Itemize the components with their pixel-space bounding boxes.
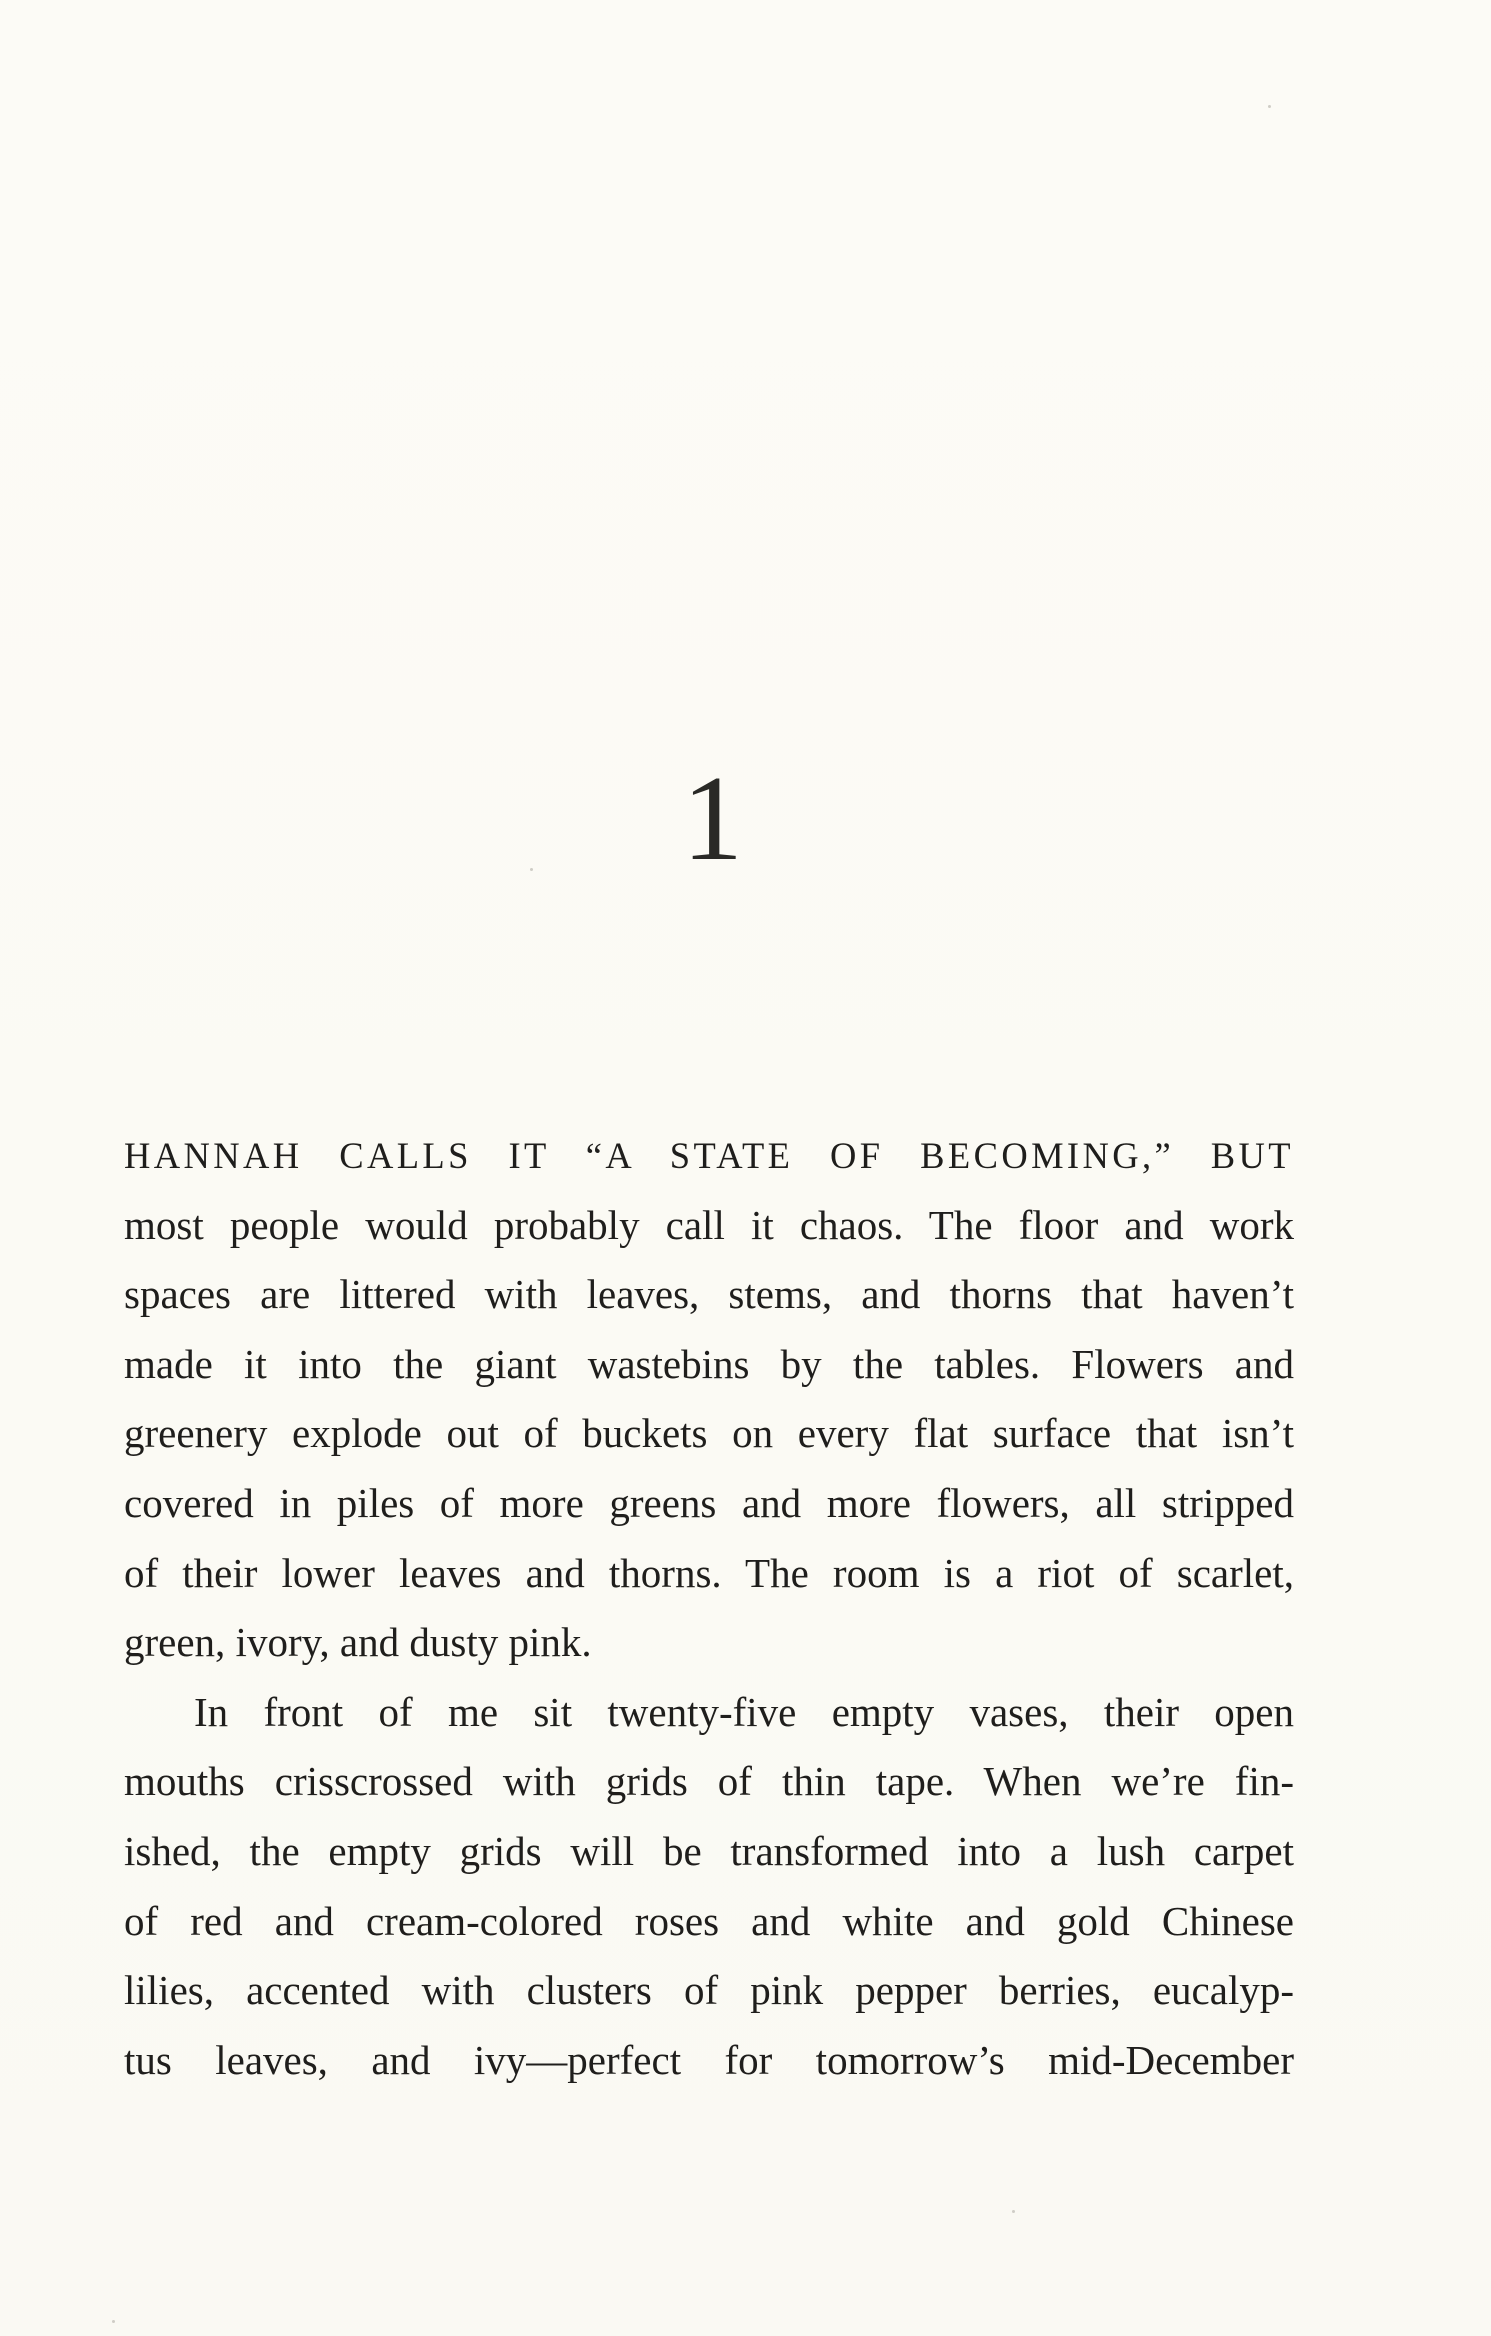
text-line: In front of me sit twenty-five empty vases, their open — [194, 1688, 1294, 1735]
text-line: greenery explode out of buckets on every flat surface that isn’t — [124, 1410, 1294, 1457]
paper-speck — [1268, 105, 1271, 108]
chapter-body — [124, 1120, 1294, 2095]
chapter-number: 1 — [682, 751, 743, 886]
text-line: covered in piles of more greens and more flowers, all stripped — [124, 1479, 1294, 1526]
text-line: lilies, accented with clusters of pink pepper berries, eucalyp- — [124, 1967, 1294, 2014]
paragraph-2 — [124, 1678, 1294, 2096]
text-line: green, ivory, and dusty pink. — [124, 1619, 592, 1666]
text-line: of their lower leaves and thorns. The room is a riot of scarlet, — [124, 1549, 1294, 1596]
text-line: spaces are littered with leaves, stems, and thorns that haven’t — [124, 1271, 1294, 1318]
text-line: made it into the giant wastebins by the tables. Flowers and — [124, 1340, 1294, 1387]
text-line: of red and cream-colored roses and white and gold Chinese — [124, 1897, 1294, 1944]
text-line: most people would probably call it chaos. The floor and work — [124, 1201, 1294, 1248]
text-line: mouths crisscrossed with grids of thin tape. When we’re fin- — [124, 1758, 1294, 1805]
paper-speck — [1012, 2210, 1015, 2213]
text-line: tus leaves, and ivy—perfect for tomorrow’s mid-December — [124, 2036, 1294, 2083]
paper-speck — [112, 2320, 115, 2323]
text-line: HANNAH CALLS IT “A STATE OF BECOMING,” BUT — [124, 1135, 1294, 1176]
paragraph-1 — [124, 1120, 1294, 1678]
text-line: ished, the empty grids will be transformed into a lush carpet — [124, 1827, 1294, 1874]
